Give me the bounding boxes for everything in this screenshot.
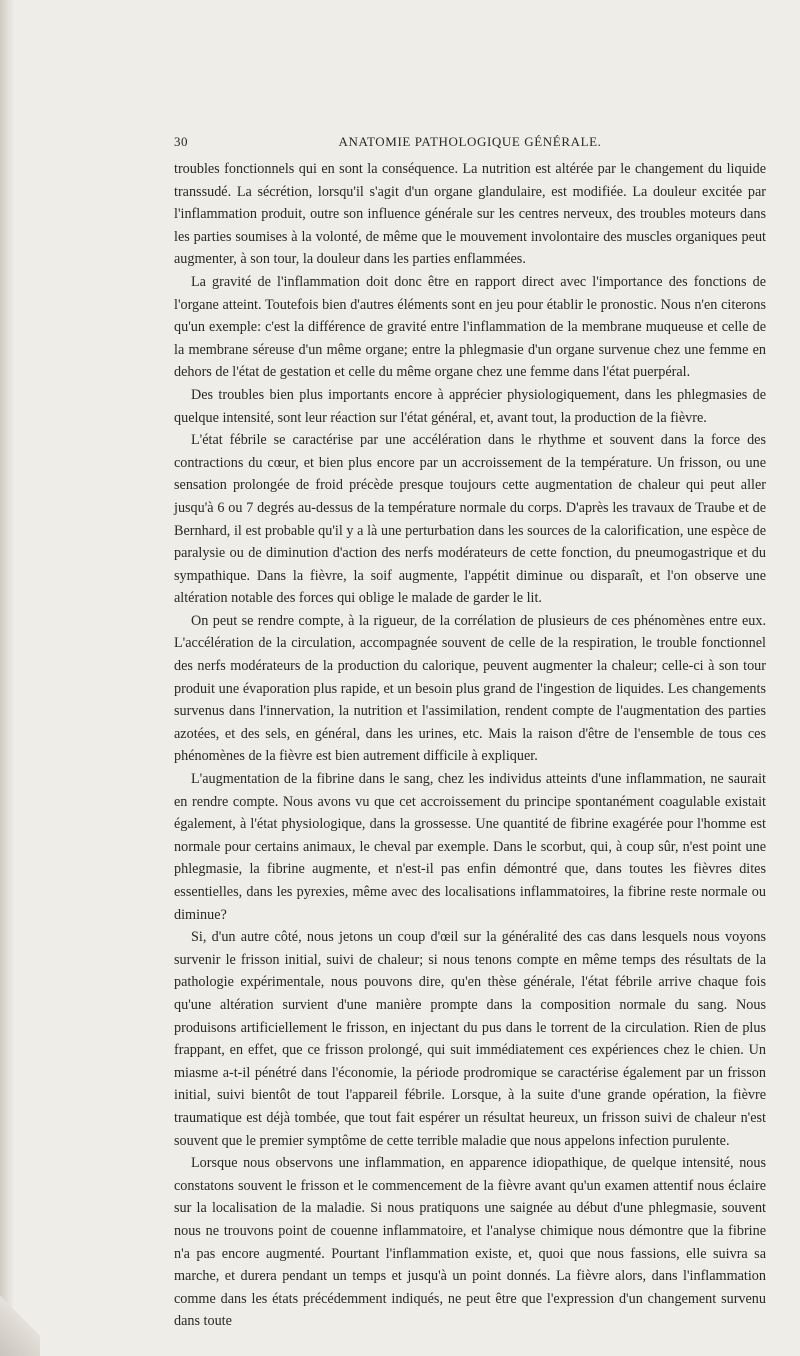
paragraph: Si, d'un autre côté, nous jetons un coup d'œil sur la généralité des cas dans lesquels nous voyons survenir le frisson initial, suivi de chaleur; si nous tenons compte en même temps des résultats de la pathologie expérimentale, nous pouvons dire, qu'en thèse générale, l'état fébrile arrive chaque fois qu'une altération survient d'une manière prompte dans la composition normale du sang. Nous produisons artificiellement le frisson, en injectant du pus dans le torrent de la circulation. Rien de plus frappant, en effet, que ce frisson prolongé, qui suit immédiatement ces expériences chez le chien. Un miasme a-t-il pénétré dans l'économie, la période prodromique se caractérise également par un frisson initial, suivi bientôt de tout l'appareil fébrile. Lorsque, à la suite d'une grande opération, la fièvre traumatique est déjà tombée, que tout fait espérer un résultat heureux, un frisson suivi de chaleur n'est souvent que le premier symptôme de cette terrible maladie que nous appelons infection purulente. — [174, 929, 766, 1149]
paragraph: L'augmentation de la fibrine dans le sang, chez les individus atteints d'une inflammation, ne saurait en rendre compte. Nous avons vu que cet accroissement du principe spontanément coagulable existait également, à l'état physiologique, dans la grossesse. Une quantité de fibrine exagérée pour l'homme est normale pour certains animaux, le cheval par exemple. Dans le scorbut, qui, à coup sûr, n'est point une phlegmasie, la fibrine augmente, et n'est-il pas enfin démontré que, dans toutes les fièvres dites essentielles, dans les pyrexies, même avec des localisations inflammatoires, la fibrine reste normale ou diminue? — [174, 771, 766, 923]
paragraph: On peut se rendre compte, à la rigueur, de la corrélation de plusieurs de ces phénomènes entre eux. L'accélération de la circulation, accompagnée souvent de celle de la respiration, le trouble fonctionnel des nerfs modérateurs de la production du calorique, peuvent augmenter la chaleur; celle-ci à son tour produit une évaporation plus rapide, et un besoin plus grand de l'ingestion de liquides. Les changements survenus dans l'innervation, la nutrition et l'assimilation, rendent compte de l'augmentation des parties azotées, et des sels, en général, dans les urines, etc. Mais la raison d'être de l'ensemble de tous ces phénomènes de la fièvre est bien autrement difficile à expliquer. — [174, 612, 766, 765]
page-binding-edge — [0, 0, 14, 1356]
body-text — [174, 158, 766, 1333]
page-number: 30 — [174, 134, 188, 149]
paragraph: Des troubles bien plus importants encore à apprécier physiologiquement, dans les phlegmasies de quelque intensité, sont leur réaction sur l'état général, et, avant tout, la production de la fièvre. — [174, 386, 766, 426]
paragraph: La gravité de l'inflammation doit donc être en rapport direct avec l'importance des fonctions de l'organe atteint. Toutefois bien d'autres éléments sont en jeu pour établir le pronostic. Nous n'en citerons qu'un exemple: c'est la différence de gravité entre l'inflammation de la membrane muqueuse et celle de la membrane séreuse d'un même organe; entre la phlegmasie d'un organe survenue chez une femme en dehors de l'état de gestation et celle du même organe chez une femme dans l'état puerpéral. — [174, 273, 766, 381]
paragraph: L'état fébrile se caractérise par une accélération dans le rhythme et souvent dans la force des contractions du cœur, et bien plus encore par un accroissement de la température. Un frisson, ou une sensation prolongée de froid précède presque toujours cette augmentation de chaleur qui peut aller jusqu'à 6 ou 7 degrés au-dessus de la température normale du corps. D'après les travaux de Traube et de Bernhard, il est probable qu'il y a là une perturbation dans les sources de la calorification, une espèce de paralysie ou de diminution d'action des nerfs modérateurs de cette fonction, du pneumogastrique et du sympathique. Dans la fièvre, la soif augmente, l'appétit diminue ou disparaît, et l'on observe une altération notable des forces qui oblige le malade de garder le lit. — [174, 432, 766, 607]
page-header — [174, 134, 766, 154]
paragraph: Lorsque nous observons une inflammation, en apparence idiopathique, de quelque intensité, nous constatons souvent le frisson et le commencement de la fièvre avant qu'un examen attentif nous éclaire sur la localisation de la maladie. Si nous pratiquons une saignée au début d'une phlegmasie, souvent nous ne trouvons point de couenne inflammatoire, et l'analyse chimique nous démontre que la fibrine n'a pas encore augmenté. Pourtant l'inflammation existe, et, quoi que nous fassions, elle suivra sa marche, et durera pendant un temps et jusqu'à un point donnés. La fièvre alors, dans l'inflammation comme dans les états précédemment indiqués, ne peut être que l'expression d'un changement survenu dans toute — [174, 1155, 766, 1330]
running-title: ANATOMIE PATHOLOGIQUE GÉNÉRALE. — [338, 134, 602, 149]
page-corner-shadow — [0, 1296, 40, 1356]
paragraph: troubles fonctionnels qui en sont la conséquence. La nutrition est altérée par le changement du liquide transsudé. La sécrétion, lorsqu'il s'agit d'un organe glandulaire, est modifiée. La douleur excitée par l'inflammation produit, outre son influence générale sur les centres nerveux, des troubles moteurs dans les parties soumises à la volonté, de même que le mouvement involontaire des muscles organiques peut augmenter, à son tour, la douleur dans les parties enflammées. — [174, 161, 766, 268]
